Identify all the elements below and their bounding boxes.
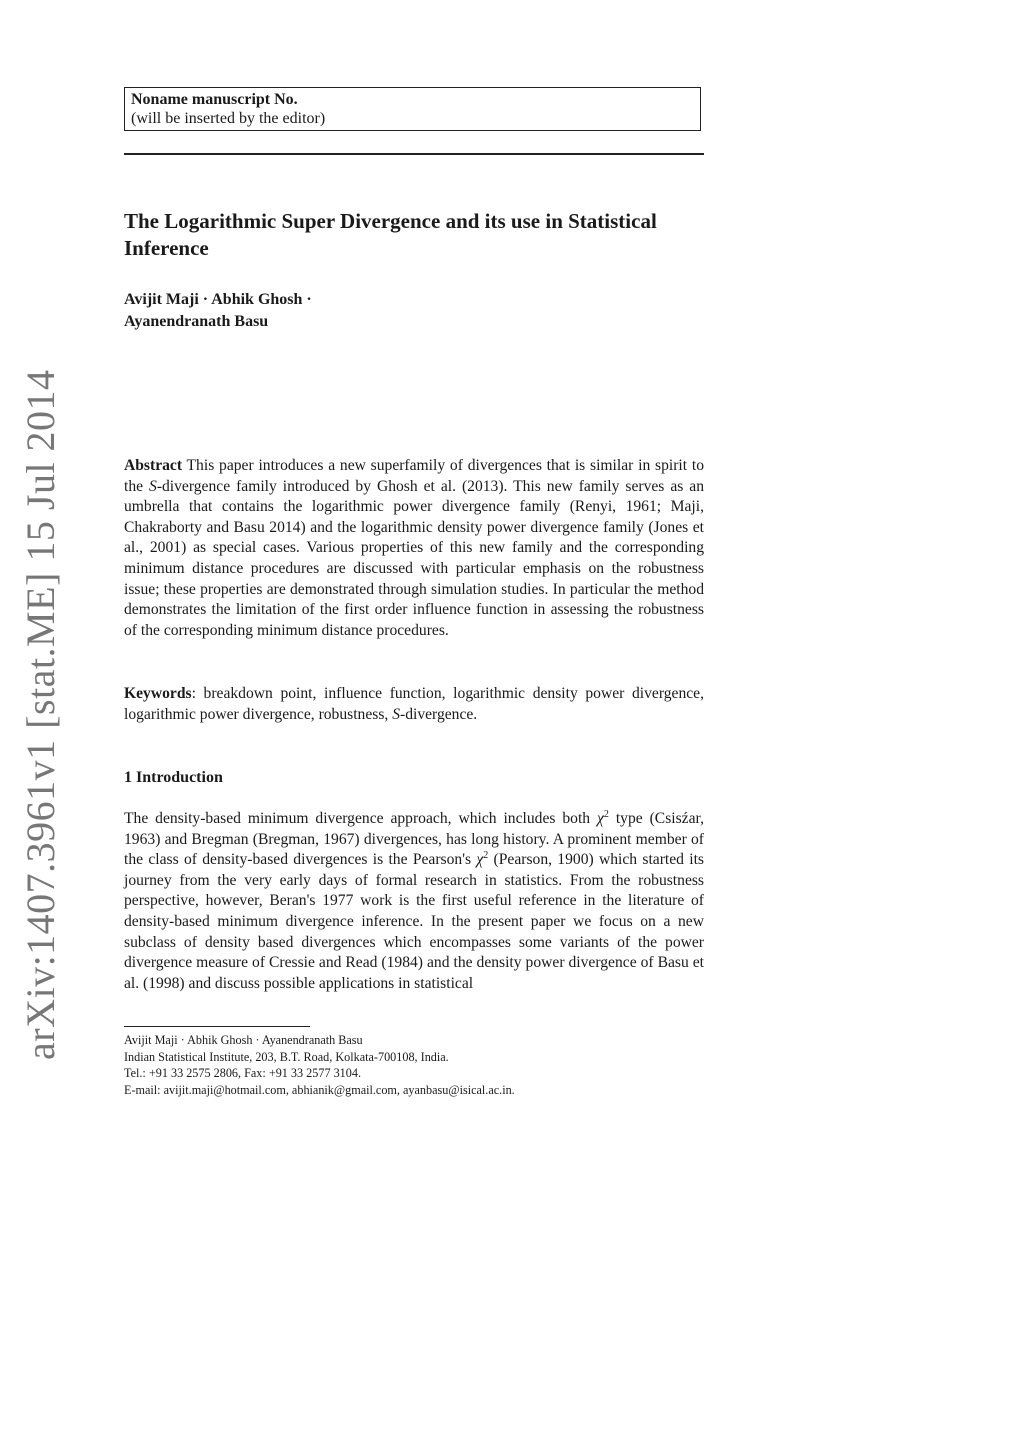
chi-symbol: χ xyxy=(597,810,604,827)
footnote-phone: Tel.: +91 33 2575 2806, Fax: +91 33 2577 3104. xyxy=(124,1066,362,1080)
keywords xyxy=(124,684,704,725)
chi-superscript: 2 xyxy=(603,808,609,820)
footnote-email: E-mail: avijit.maji@hotmail.com, abhianik@gmail.com, ayanbasu@isical.ac.in. xyxy=(124,1082,515,1097)
intro-text-3: (Pearson, 1900) which started its journey from the very early days of formal research in statistics. From the robustness perspective, however, Beran's 1977 work is the first useful reference in the literature of density-based minimum divergence inference. In the present paper we focus on a new subclass of density based divergences which encompasses some variants of the power divergence measure of Cressie and Read (1984) and the density power divergence of Basu et al. (1998) and discuss possible applications in statistical xyxy=(124,851,704,992)
keywords-text-b: -divergence. xyxy=(400,705,478,723)
intro-paragraph xyxy=(124,809,704,994)
author-list xyxy=(124,289,704,333)
footnote-address: Indian Statistical Institute, 203, B.T. Road, Kolkata-700108, India. xyxy=(124,1049,449,1064)
chi-symbol-2: χ xyxy=(476,851,484,869)
editor-note: (will be inserted by the editor) xyxy=(131,110,326,127)
abstract-text-a: This paper introduces a new superfamily of divergences that is similar in spirit to the xyxy=(124,457,704,495)
chi-superscript-2: 2 xyxy=(483,850,489,861)
intro-text-2: type (Csisźar, 1963) and Bregman (Bregman, 1967) divergences, has long history. A prominent member of the class of density-based divergences is the Pearson's xyxy=(124,810,704,869)
abstract-text-b: -divergence family introduced by Ghosh et al. (2013). This new family serves as an umbrella that contains the logarithmic power divergence family (Renyi, 1961; Maji, Chakraborty and Basu 2014) and the logarithmic density power divergence family (Jones et al., 2001) as special cases. Various properties of this new family and the corresponding minimum distance procedures are discussed with particular emphasis on the robustness issue; these properties are demonstrated through simulation studies. In particular the method demonstrates the limitation of the first order influence function in assessing the robustness of the corresponding minimum distance procedures. xyxy=(124,477,704,639)
paper-title: The Logarithmic Super Divergence and its use in Statistical Inference xyxy=(124,209,657,260)
keywords-s-symbol: S xyxy=(392,705,400,723)
abstract-s-symbol: S xyxy=(149,477,157,495)
author-line-1: Avijit Maji · Abhik Ghosh · xyxy=(124,291,312,308)
keywords-text-a: : breakdown point, influence function, logarithmic density power divergence, logarithmic power divergence, robustness, xyxy=(124,685,704,723)
manuscript-number: Noname manuscript No. xyxy=(131,91,298,108)
keywords-label: Keywords xyxy=(124,685,192,702)
footnote-names: Avijit Maji · Abhik Ghosh · Ayanendranath Basu xyxy=(124,1033,363,1047)
footnote xyxy=(124,1032,704,1098)
arxiv-identifier: arXiv:1407.3961v1 [stat.ME] 15 Jul 2014 xyxy=(18,369,63,1060)
editor-note-box xyxy=(124,87,701,131)
intro-text-1: The density-based minimum divergence approach, which includes both xyxy=(124,810,598,827)
header-rule xyxy=(124,153,704,155)
abstract-label: Abstract xyxy=(124,457,183,474)
footnote-rule xyxy=(124,1026,310,1027)
abstract xyxy=(124,456,704,641)
author-line-2: Ayanendranath Basu xyxy=(124,313,269,330)
section-heading: 1 Introduction xyxy=(124,769,223,786)
